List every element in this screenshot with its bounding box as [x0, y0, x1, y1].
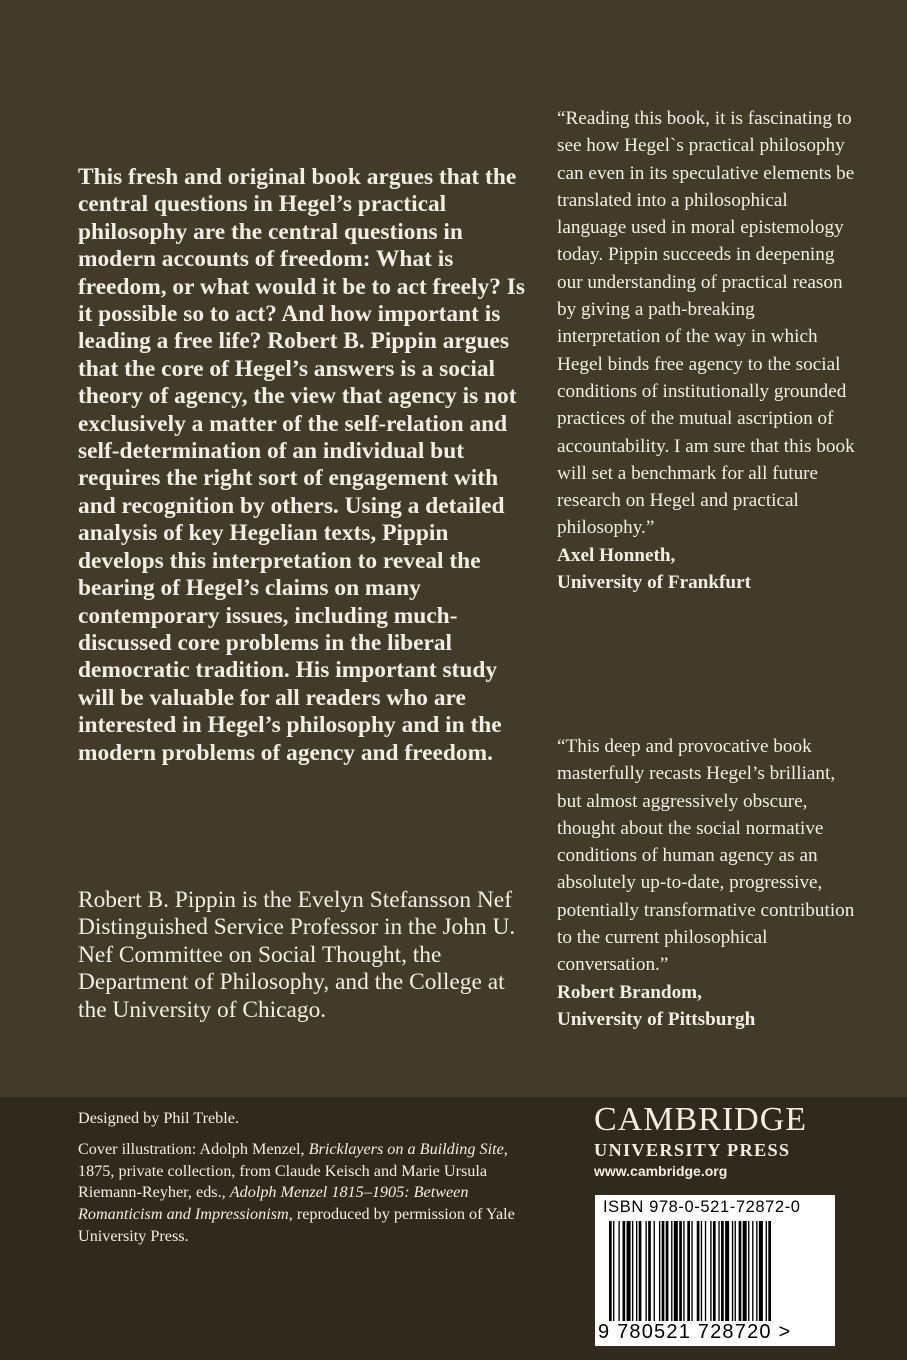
barcode-bar — [639, 1221, 642, 1321]
barcode-bar — [710, 1221, 711, 1321]
source-book-title: Adolph Menzel 1815–1905: Between Romanticism and Impressionism — [78, 1183, 469, 1224]
barcode-bar — [691, 1221, 692, 1321]
barcode-bar — [759, 1221, 763, 1321]
illustration-suffix: , reproduced by permission of Yale University Press. — [78, 1205, 515, 1245]
barcode-bar — [721, 1221, 724, 1321]
barcode-bar — [618, 1221, 619, 1321]
barcode-bar — [697, 1221, 700, 1321]
book-description — [78, 164, 538, 767]
barcode-bar — [674, 1221, 678, 1321]
author-bio — [78, 887, 538, 1024]
barcode-bar — [666, 1221, 669, 1321]
barcode-bar — [683, 1221, 684, 1321]
barcode-bar — [718, 1221, 719, 1321]
publisher-logo — [594, 1100, 844, 1182]
publisher-subtitle: UNIVERSITY PRESS — [594, 1140, 791, 1160]
barcode-bar — [725, 1221, 729, 1321]
designer-credit: Designed by Phil Treble. — [78, 1109, 239, 1127]
illustration-prefix: Cover illustration: Adolph Menzel, — [78, 1139, 309, 1158]
endorser-name: Robert Brandom, — [557, 981, 702, 1003]
barcode-bar — [748, 1221, 749, 1321]
barcode-bar — [654, 1221, 655, 1321]
barcode-bar — [701, 1221, 702, 1321]
author-bio-text: Robert B. Pippin is the Evelyn Stefansson Nef Distinguished Service Professor in the John U. Nef Committee on Social Thought, the Department of Philosophy, and the College at the University of Chicago. — [78, 887, 516, 1023]
barcode-bar — [756, 1221, 757, 1321]
barcode-bar — [743, 1221, 747, 1321]
barcode-bar — [623, 1221, 626, 1321]
endorsement-brandom — [557, 733, 857, 1033]
barcode-bar — [659, 1221, 660, 1321]
barcode-bar — [609, 1221, 612, 1321]
endorser-name: Axel Honneth, — [557, 544, 676, 566]
endorsement-text: “This deep and provocative book masterfully recasts Hegel’s brilliant, but almost aggressively obscure, thought about the social normative conditions of human agency as an absolutely up-to-date, progressive, potentially transformative contribution to the current philosophical conversation.” — [557, 736, 855, 976]
illustration-mid: , 1875, private collection, from Claude Keisch and Marie Ursula Riemann-Reyher, eds., — [78, 1139, 508, 1202]
barcode-bar — [766, 1221, 767, 1321]
isbn-barcode — [595, 1195, 835, 1346]
endorser-affiliation: University of Pittsburgh — [557, 1008, 756, 1030]
barcode-bar — [632, 1221, 633, 1321]
description-text: This fresh and original book argues that the central questions in Hegel’s practical philosophy are the central questions in modern accounts of freedom: What is freedom, or what would it be to act freely? Is it possible so to act? And how important is leading a free life? Robert B. Pippin argues that the core of Hegel’s answers is a social theory of agency, the view that agency is not exclusively a matter of the self-relation and self-determination of an individual but requires the right sort of engagement with and recognition by others. Using a detailed analysis of key Hegelian texts, Pippin develops this interpretation to reveal the bearing of Hegel’s claims on many contemporary issues, including much-discussed core problems in the liberal democratic tradition. His important study will be valuable for all readers who are interested in Hegel’s philosophy and in the modern problems of agency and freedom. — [78, 164, 525, 766]
barcode-digits: 9 780521 728720 > — [598, 1321, 792, 1343]
barcode-bar — [636, 1221, 637, 1321]
publisher-name: CAMBRIDGE — [594, 1101, 808, 1138]
barcode-bar — [627, 1221, 631, 1321]
barcode-bar — [648, 1221, 651, 1321]
barcode-bar — [768, 1221, 771, 1321]
barcode-bar — [679, 1221, 682, 1321]
barcode-bar — [687, 1221, 690, 1321]
illustration-credit — [78, 1139, 548, 1248]
barcode-bar — [705, 1221, 706, 1321]
illustration-title: Bricklayers on a Building Site — [308, 1139, 504, 1158]
barcode-bar — [735, 1221, 736, 1321]
isbn-label: ISBN 978-0-521-72872-0 — [603, 1198, 801, 1216]
cover-credits — [78, 1108, 548, 1257]
endorsement-text: “Reading this book, it is fascinating to see how Hegel`s practical philosophy can even in its speculative elements be translated into a philosophical language used in moral epistemology today. Pippin succeeds in deepening our understanding of practical reason by giving a path-breaking interpretation of the way in which Hegel binds free agency to the social conditions of institutionally grounded practices of the mutual ascription of accountability. I am sure that this book will set a benchmark for all future research on Hegel and practical philosophy.” — [557, 108, 855, 539]
barcode-bar — [752, 1221, 753, 1321]
barcode-bar — [739, 1221, 742, 1321]
barcode-bar — [671, 1221, 672, 1321]
barcode-bars — [609, 1221, 823, 1321]
barcode-bar — [645, 1221, 646, 1321]
barcode-bar — [732, 1221, 733, 1321]
endorser-affiliation: University of Frankfurt — [557, 572, 751, 594]
publisher-url: www.cambridge.org — [594, 1163, 728, 1179]
barcode-bar — [713, 1221, 716, 1321]
barcode-bar — [613, 1221, 614, 1321]
barcode-bar — [662, 1221, 665, 1321]
endorsement-honneth — [557, 105, 857, 596]
